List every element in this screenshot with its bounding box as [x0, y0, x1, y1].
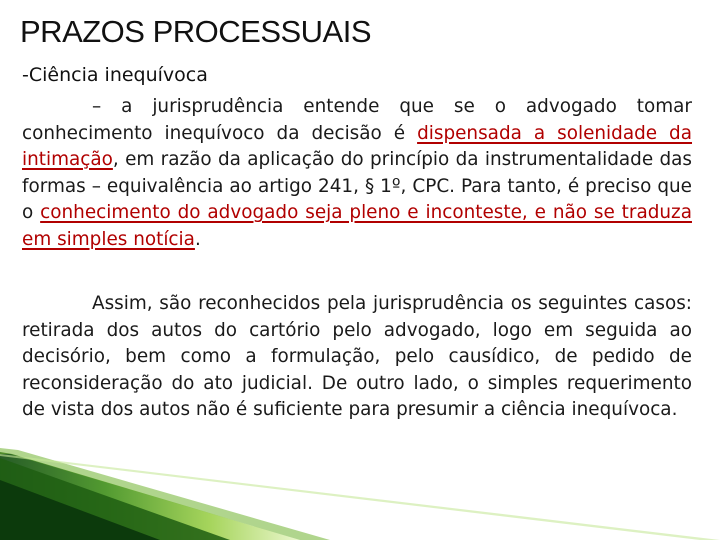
slide-subtitle: -Ciência inequívoca	[22, 64, 208, 86]
highlight-conhecimento: conhecimento do advogado seja pleno e inconteste, e não se traduza em simples notícia	[22, 202, 692, 250]
paragraph-1-text-1: – a jurisprudência entende que se o advogado tomar conhecimento inequívoco da decisão é	[22, 96, 692, 144]
decorative-green-swoosh	[0, 440, 720, 540]
highlight-dispensada: dispensada a solenidade da intimação	[22, 122, 693, 170]
paragraph-1-text-3: .	[194, 228, 201, 250]
slide-title: PRAZOS PROCESSUAIS	[20, 14, 372, 49]
paragraph-2	[22, 291, 692, 424]
paragraph-1-text-2: , em razão da aplicação do princípio da instrumentalidade das formas – equivalência ao artigo 241, § 1º, CPC. Para tanto, é preciso que o	[22, 149, 692, 223]
paragraph-2-text: Assim, são reconhecidos pela jurisprudência os seguintes casos: retirada dos autos do cartório pelo advogado, logo em seguida ao decisório, bem como a formulação, pelo causídico, de pedido de reconsideração do ato judicial. De outro lado, o simples requerimento de vista dos autos não é suficiente para presumir a ciência inequívoca.	[22, 293, 692, 420]
paragraph-1	[22, 94, 692, 253]
